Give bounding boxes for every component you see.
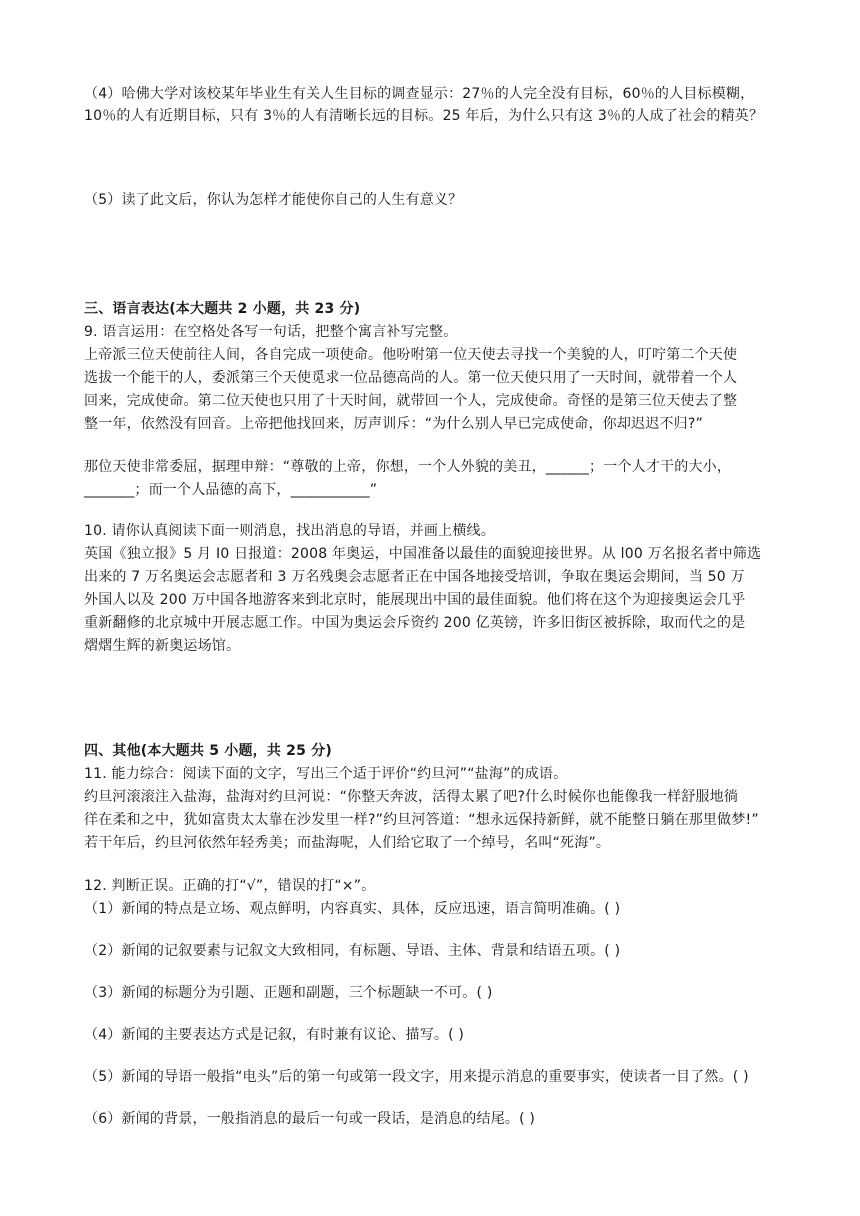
q9-answer-line: 那位天使非常委屈，据理申辩：“尊敬的上帝，你想，一个人外貌的美丑，______；一个人才干的大小， <box>84 459 732 475</box>
q12-item-1: （1）新闻的特点是立场、观点鲜明，内容真实、具体，反应迅速，语言简明准确。( ) <box>84 901 621 917</box>
q9-paragraph-line: 选拔一个能干的人，委派第三个天使觅求一位品德高尚的人。第一位天使只用了一天时间，就带着一个人 <box>84 370 738 386</box>
q12-item-2: （2）新闻的记叙要素与记叙文大致相同，有标题、导语、主体、背景和结语五项。( ) <box>84 943 621 959</box>
q11-text-line: 约旦河滚滚注入盐海，盐海对约旦河说：“你整天奔波，活得太累了吧?什么时候你也能像我一样舒服地徜 <box>84 789 739 805</box>
q10-stem: 10. 请你认真阅读下面一则消息，找出消息的导语，并画上横线。 <box>84 523 495 539</box>
q10-news-line: 重新翻修的北京城中开展志愿工作。中国为奥运会斥资约 200 亿英镑，许多旧街区被拆除，取而代之的是 <box>84 615 746 631</box>
q12-item-3: （3）新闻的标题分为引题、正题和副题，三个标题缺一不可。( ) <box>84 985 493 1001</box>
section-3-heading: 三、语言表达(本大题共 2 小题，共 23 分) <box>84 301 361 317</box>
q12-item-4: （4）新闻的主要表达方式是记叙，有时兼有议论、描写。( ) <box>84 1027 465 1043</box>
q11-text-line: 若干年后，约旦河依然年轻秀美；而盐海呢，人们给它取了一个绰号，名叫“死海”。 <box>84 835 611 851</box>
q12-item-5: （5）新闻的导语一般指“电头”后的第一句或第一段文字，用来提示消息的重要事实，使读者一目了然。( ) <box>84 1069 749 1085</box>
section-4-heading: 四、其他(本大题共 5 小题，共 25 分) <box>84 743 332 759</box>
q11-text-line: 徉在柔和之中，犹如富贵太太靠在沙发里一样?”约旦河答道：“想永远保持新鲜，就不能整日躺在那里做梦!” <box>84 812 759 828</box>
q8-5: （5）读了此文后，你认为怎样才能使你自己的人生有意义？ <box>84 192 463 208</box>
q9-stem: 9. 语言运用：在空格处各写一句话，把整个寓言补写完整。 <box>84 324 458 340</box>
q10-news-line: 熠熠生辉的新奥运场馆。 <box>84 638 241 654</box>
q9-paragraph-line: 回来，完成使命。第二位天使也只用了十天时间，就带回一个人，完成使命。奇怪的是第三位天使去了整 <box>84 393 738 409</box>
q8-4-line-2: 10％的人有近期目标，只有 3％的人有清晰长远的目标。25 年后，为什么只有这 3％的人成了社会的精英？ <box>84 108 764 124</box>
q9-answer-line: _______；而一个人品德的高下，___________” <box>84 482 378 498</box>
q10-news-line: 外国人以及 200 万中国各地游客来到北京时，能展现出中国的最佳面貌。他们将在这个为迎接奥运会几乎 <box>84 592 746 608</box>
q9-paragraph-line: 上帝派三位天使前往人间，各自完成一项使命。他吩咐第一位天使去寻找一个美貌的人，叮咛第二个天使 <box>84 347 738 363</box>
q12-item-6: （6）新闻的背景，一般指消息的最后一句或一段话，是消息的结尾。( ) <box>84 1111 536 1127</box>
q9-paragraph-line: 整一年，依然没有回音。上帝把他找回来，厉声训斥：“为什么别人早已完成使命，你却迟迟不归?” <box>84 416 703 432</box>
q10-news-line: 英国《独立报》5 月 I0 日报道：2008 年奥运，中国准备以最佳的面貌迎接世界。从 l00 万名报名者中筛选 <box>84 546 762 562</box>
q11-stem: 11. 能力综合：阅读下面的文字，写出三个适于评价“约旦河”“盐海”的成语。 <box>84 766 568 782</box>
q12-stem: 12. 判断正误。正确的打“√”，错误的打“×”。 <box>84 878 376 894</box>
q10-news-line: 出来的 7 万名奥运会志愿者和 3 万名残奥会志愿者正在中国各地接受培训，争取在奥运会期间，当 50 万 <box>84 569 745 585</box>
q8-4-line-1: （4）哈佛大学对该校某年毕业生有关人生目标的调查显示：27％的人完全没有目标，60％的人目标模糊， <box>84 86 755 102</box>
